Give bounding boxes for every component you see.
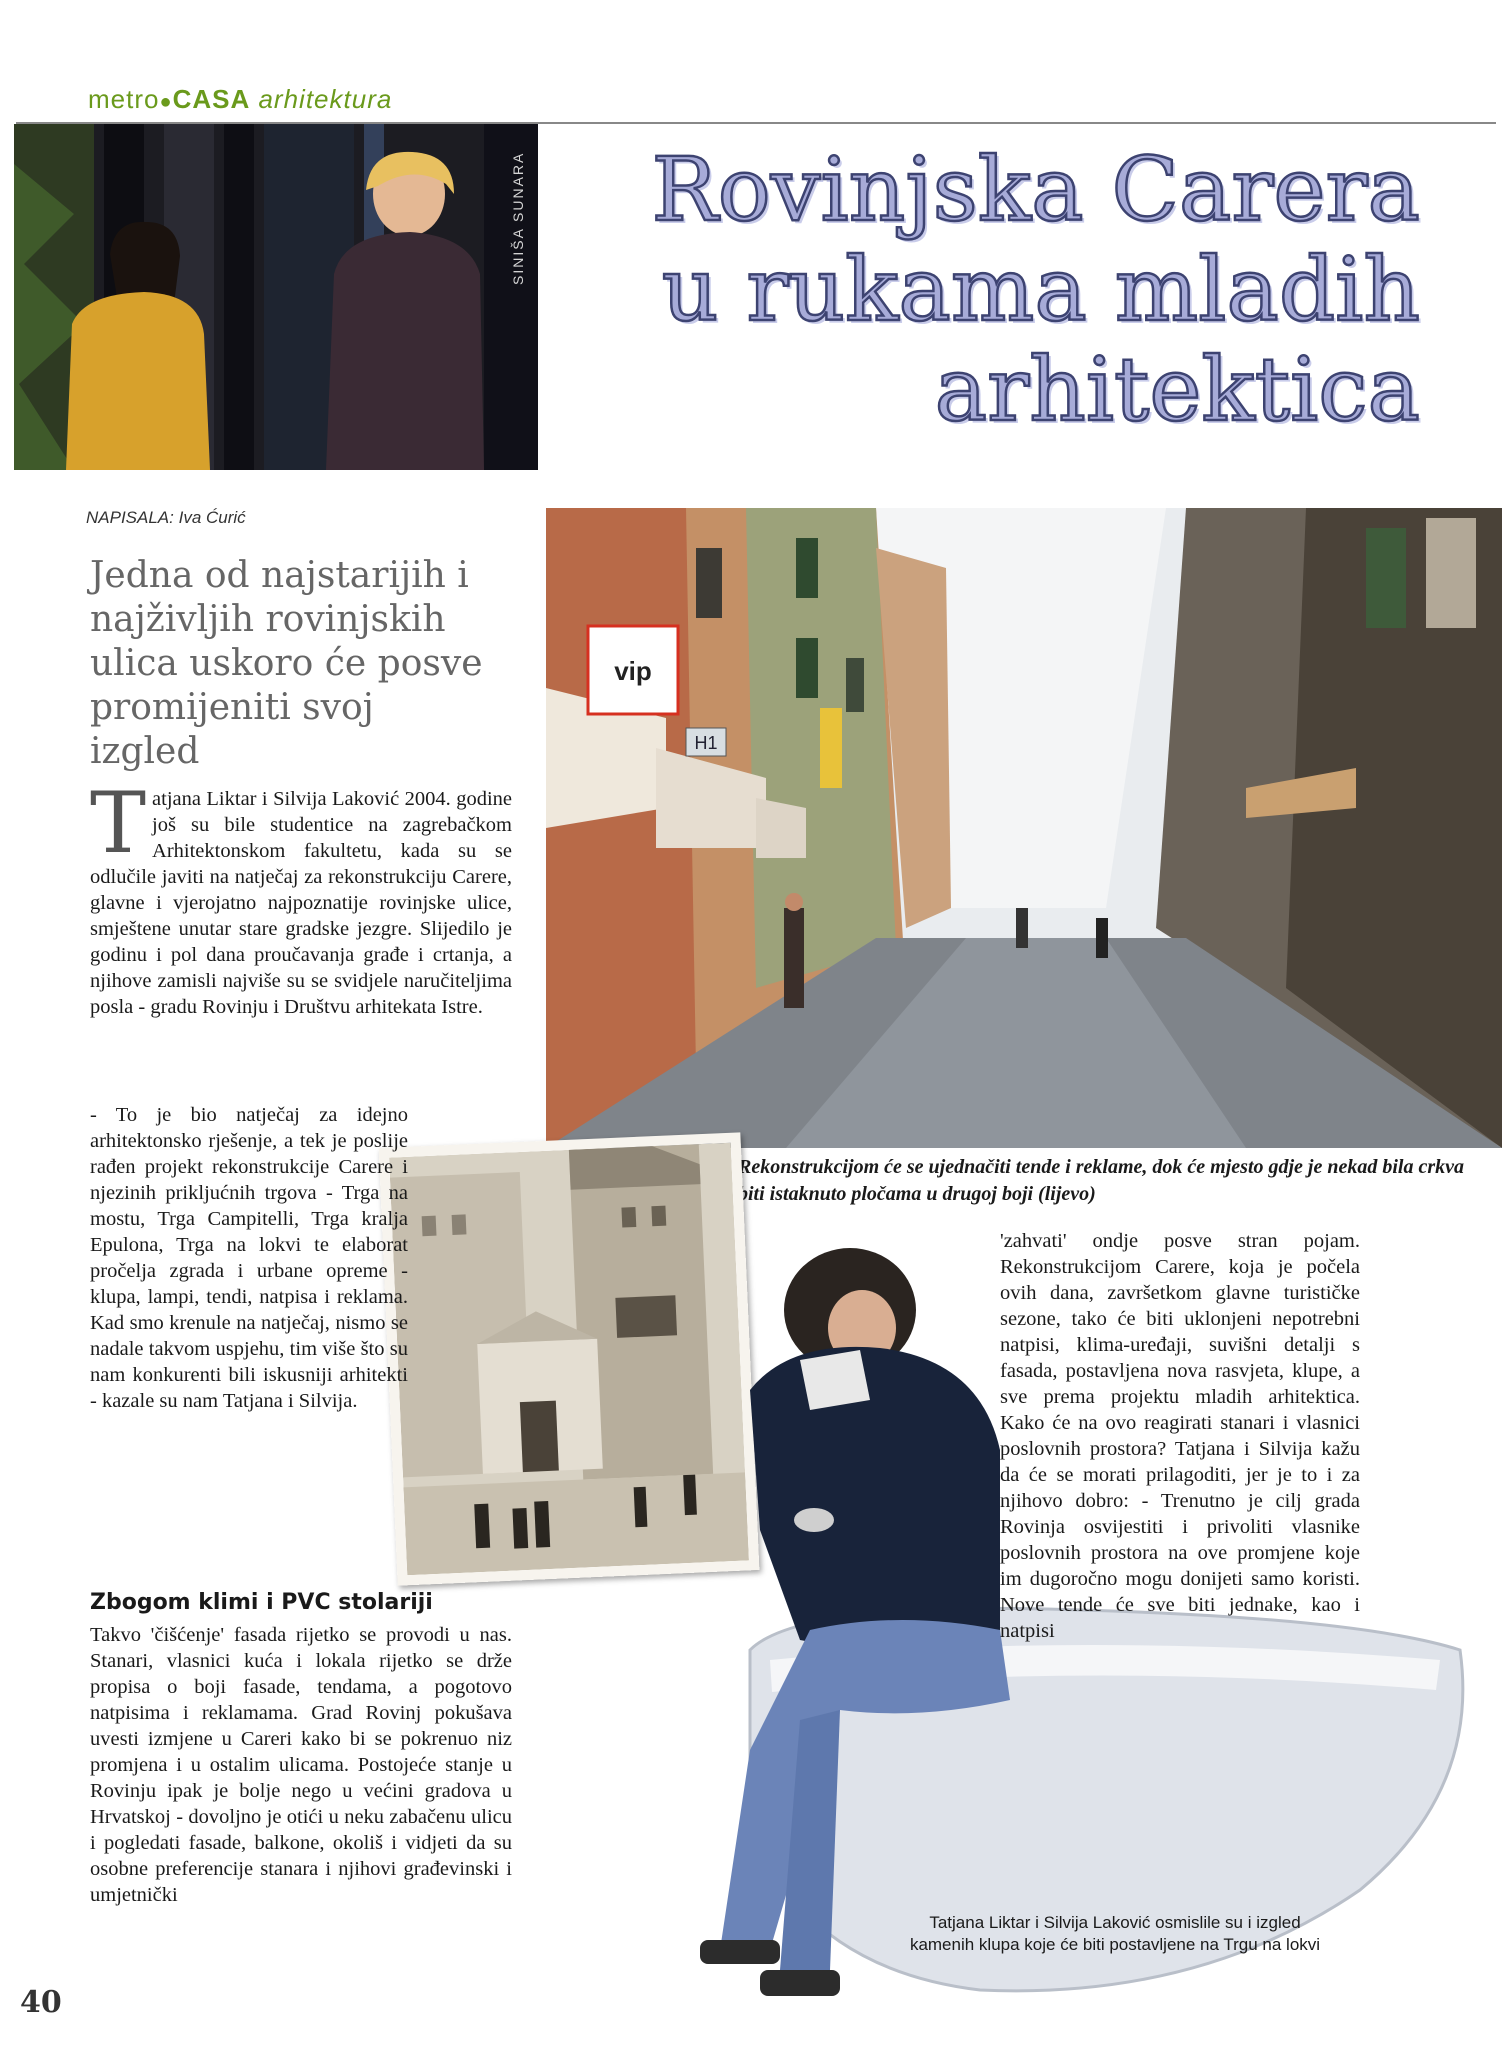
street-photo [546, 508, 1502, 1148]
headline-line-1: Rovinjska Carera [651, 138, 1420, 241]
article-continued [90, 1622, 512, 1908]
headline [540, 140, 1420, 440]
sign-vip: vip [614, 656, 652, 686]
photo-credit: SINIŠA SUNARA [510, 151, 526, 285]
header-prefix: metro [88, 84, 160, 114]
article-quote-text: - To je bio natječaj za idejno arhitektonsko rješenje, a tek je poslije rađen projekt rekonstrukcije Carere i njezinih prikljućnih trgova - Trga na mostu, Trga Campitelli, Trga kralja Epulona, Trga na lokvi te elaborat pročelja zgrada i urbane opreme - klupa, lampi, tendi, natpisa i reklama. Kad smo krenule na natječaj, nismo se nadale takvom uspjehu, tim više što su nam konkurenti bili iskusniji arhitekti - kazale su nam Tatjana i Silvija. [90, 1104, 408, 1412]
article-continued-text: Takvo 'čišćenje' fasada rijetko se provodi u nas. Stanari, vlasnici kuća i lokala rijetko se drže propisa o boji fasade, tendama, a pogotovo natpisima i reklamama. Grad Rovinj pokušava uvesti izmjene u Careri kako bi se pokrenuo niz promjena i u ostalim ulicama. Postojeće stanje u Rovinju ipak je bolje nego u većini gradova u Hrvatskoj - dovoljno je otići u neku zabačenu ulicu i pogledati fasade, balkone, okoliš i vidjeti da su osobne preferencije stanara i njihovi građevinski i umjetnički [90, 1624, 512, 1906]
section-subheading: Zbogom klimi i PVC stolariji [90, 1590, 433, 1615]
article-column-2 [1000, 1228, 1360, 1644]
magazine-section-header [88, 84, 392, 115]
header-section: arhitektura [258, 84, 393, 114]
article-quote [90, 1102, 408, 1414]
page-number: 40 [20, 1985, 62, 2020]
lead-paragraph: Jedna od najstarijih i najživljih rovinjskih ulica uskoro će posve promijeniti svoj izgled [90, 555, 483, 772]
portrait-photo [14, 124, 538, 470]
byline [86, 508, 246, 528]
street-photo-caption: Rekonstrukcijom će se ujednačiti tende i reklame, dok će mjesto gdje je nekad bila crkva biti istaknuto pločama u drugoj boji (lijevo) [738, 1156, 1465, 1205]
sign-h1: H1 [694, 733, 718, 753]
article-column-2-text: 'zahvati' ondje posve stran pojam. Rekonstrukcijom Carere, koja je počela ovih dana, završetkom glavne turističke sezone, tako će biti uklonjeni nepotrebni natpisi, klima-uređaji, suvišni detalji s fasada, postavljena nova rasvjeta, klupe, a sve prema projektu mladih arhitektica. Kako će na ovo reagirati stanari i vlasnici poslovnih prostora? Tatjana i Silvija kažu da će se morati prilagoditi, jer je to i za njihovo dobro: - Trenutno je cilj grada Rovinja osvijestiti i privoliti vlasnike poslovnih prostora na ove promjene koje im dugoročno mogu donijeti samo koristi. Nove tende će sve biti jednake, kao i natpisi [1000, 1230, 1360, 1642]
headline-line-3: arhitektica [934, 338, 1420, 441]
headline-line-2: u rukama mladih [661, 238, 1420, 341]
article-intro [90, 774, 512, 1020]
bench-photo-caption: Tatjana Liktar i Silvija Laković osmislile su i izgled kamenih klupa koje će biti postavljene na Trgu na lokvi [909, 1913, 1321, 1954]
article-intro-text: atjana Liktar i Silvija Laković 2004. godine još su bile studentice na zagrebačkom Arhitektonskom fakultetu, kada su se odlučile javiti na natječaj za rekonstrukciju Carere, glavne i vjerojatno najpoznatije rovinjske ulice, smještene unutar stare gradske jezgre. Slijedilo je godinu i pol dana proučavanja građe i crtanja, a njihove zamisli najviše su se svidjele naručiteljima posla - gradu Rovinju i Društvu arhitekata Istre. [90, 788, 512, 1018]
metro-logo-icon: ● [159, 91, 173, 113]
dropcap: T [90, 774, 147, 872]
header-brand: CASA [172, 84, 251, 114]
byline-label: NAPISALA: [86, 508, 174, 527]
byline-author: Iva Ćurić [178, 508, 246, 527]
